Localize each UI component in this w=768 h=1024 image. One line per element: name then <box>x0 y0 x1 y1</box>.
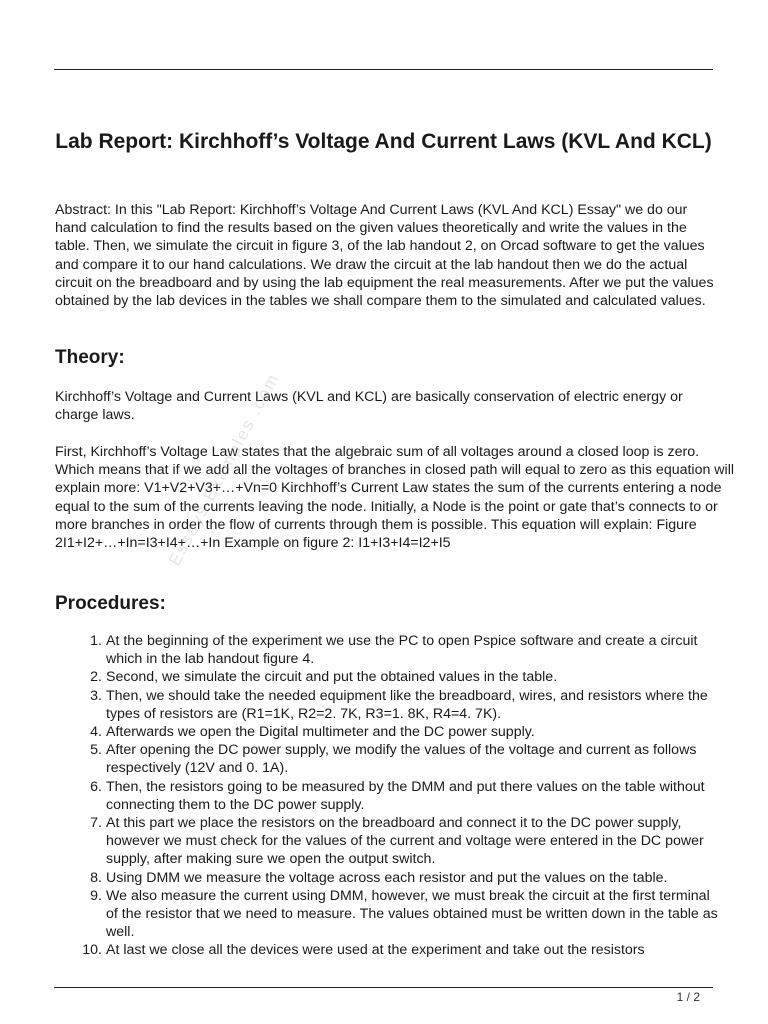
procedure-step-text: Afterwards we open the Digital multimeter and the DC power supply. <box>106 724 535 741</box>
theory-paragraph-2: First, Kirchhoff’s Voltage Law states that the algebraic sum of all voltages around a closed loop is zero. Which means that if we add all the voltages of branches in closed path will equal to zero as this equation will explain more: V1+V2+V3+…+Vn=0 Kirchhoff’s Current Law states the sum of the currents entering a node equal to the sum of the currents leaving the node. Initially, a Node is the point or gate that’s connects to or more branches in order the flow of currents through them is possible. This equation will explain: Figure 2I1+I2+…+In=I3+I4+…+In Example on figure 2: I1+I3+I4=I2+I5 <box>55 444 735 552</box>
procedure-step <box>72 741 722 777</box>
document-title: Lab Report: Kirchhoff’s Voltage And Current Laws (KVL And KCL) <box>55 130 712 153</box>
theory-paragraph-1: Kirchhoff’s Voltage and Current Laws (KVL and KCL) are basically conservation of electric energy or charge laws. <box>55 389 683 424</box>
procedure-step <box>72 814 722 869</box>
watermark: Essays Examples .com <box>165 369 284 569</box>
procedure-step-number: 5. <box>90 742 102 759</box>
procedure-step-text: Using DMM we measure the voltage across each resistor and put the values on the table. <box>106 869 668 886</box>
procedures-heading: Procedures: <box>55 593 166 614</box>
procedure-step-text: At last we close all the devices were used at the experiment and take out the resistors <box>106 942 645 959</box>
procedure-step <box>72 687 722 723</box>
header-rule <box>54 69 713 70</box>
procedure-step-text: Then, we should take the needed equipment like the breadboard, wires, and resistors where the types of resistors are (R1=1K, R2=2. 7K, R3=1. 8K, R4=4. 7K). <box>106 687 708 722</box>
procedure-step-text: We also measure the current using DMM, however, we must break the circuit at the first terminal of the resistor that we need to measure. The values obtained must be written down in the table as well. <box>106 887 718 941</box>
procedure-step <box>72 778 722 814</box>
procedure-step-number: 2. <box>90 669 102 686</box>
procedure-step-text: At this part we place the resistors on the breadboard and connect it to the DC power supply, however we must check for the values of the current and voltage were entered in the DC power supply, after making sure we open the output switch. <box>106 815 704 868</box>
footer-rule <box>54 987 713 988</box>
procedure-step-number: 3. <box>90 687 102 704</box>
procedure-step-number: 9. <box>90 887 102 904</box>
procedure-step-text: After opening the DC power supply, we modify the values of the voltage and current as follows respectively (12V and 0. 1A). <box>106 742 697 777</box>
procedure-step-number: 7. <box>90 815 102 832</box>
procedure-step <box>72 887 722 942</box>
procedure-step-number: 1. <box>90 633 102 649</box>
procedure-step <box>72 941 722 959</box>
procedure-step-number: 6. <box>90 778 102 795</box>
procedure-step <box>72 632 722 668</box>
procedures-list <box>72 632 722 960</box>
procedure-step <box>72 869 722 887</box>
abstract-paragraph: Abstract: In this "Lab Report: Kirchhoff’s Voltage And Current Laws (KVL And KCL) Essay" we do our hand calculation to find the results based on the given values theoretically and write the values in the table. Then, we simulate the circuit in figure 3, of the lab handout 2, on Orcad software to get the values and compare it to our hand calculations. We draw the circuit at the lab handout then we do the actual circuit on the breadboard and by using the lab equipment the real measurements. After we put the values obtained by the lab devices in the tables we shall compare them to the simulated and calculated values. <box>55 202 714 310</box>
procedure-step-text: Then, the resistors going to be measured by the DMM and put there values on the table without connecting them to the DC power supply. <box>106 778 705 813</box>
procedure-step-text: Second, we simulate the circuit and put the obtained values in the table. <box>106 669 558 686</box>
procedure-step <box>72 723 722 741</box>
procedure-step-number: 8. <box>90 869 102 886</box>
procedure-step-text: At the beginning of the experiment we use the PC to open Pspice software and create a circuit which in the lab handout figure 4. <box>106 633 698 668</box>
procedure-step-number: 10. <box>82 942 102 959</box>
theory-heading: Theory: <box>55 347 125 368</box>
procedure-step-number: 4. <box>90 724 102 741</box>
procedure-step <box>72 668 722 686</box>
page-number: 1 / 2 <box>676 990 700 1004</box>
